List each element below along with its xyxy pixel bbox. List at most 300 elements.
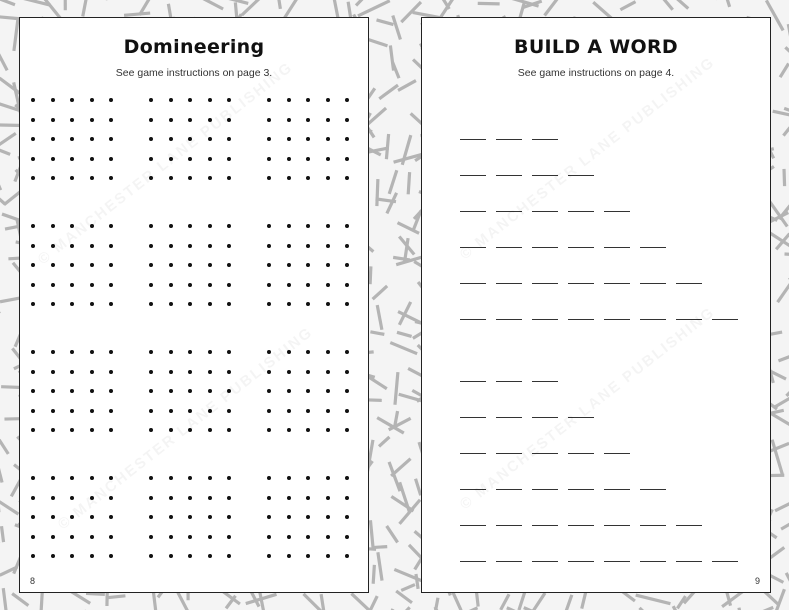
grid-dot bbox=[70, 98, 74, 102]
grid-dot bbox=[208, 370, 212, 374]
grid-dot bbox=[326, 283, 330, 287]
grid-dot bbox=[345, 98, 349, 102]
grid-dot bbox=[109, 496, 113, 500]
grid-dot bbox=[109, 535, 113, 539]
grid-dot bbox=[188, 263, 192, 267]
grid-dot bbox=[188, 389, 192, 393]
grid-dot bbox=[208, 118, 212, 122]
grid-dot bbox=[31, 302, 35, 306]
grid-dot bbox=[90, 409, 94, 413]
grid-dot bbox=[149, 370, 153, 374]
letter-blank bbox=[640, 489, 666, 490]
grid-dot bbox=[208, 283, 212, 287]
dot-grid bbox=[149, 476, 235, 562]
grid-dot bbox=[227, 428, 231, 432]
dot-grid bbox=[149, 224, 235, 310]
grid-dot bbox=[306, 428, 310, 432]
letter-blank bbox=[532, 211, 558, 212]
grid-dot bbox=[149, 409, 153, 413]
grid-dot bbox=[208, 476, 212, 480]
grid-dot bbox=[345, 137, 349, 141]
grid-dot bbox=[208, 554, 212, 558]
letter-blank bbox=[676, 283, 702, 284]
grid-dot bbox=[51, 224, 55, 228]
grid-dot bbox=[109, 157, 113, 161]
grid-dot bbox=[169, 535, 173, 539]
grid-dot bbox=[109, 98, 113, 102]
grid-dot bbox=[31, 157, 35, 161]
grid-dot bbox=[326, 535, 330, 539]
grid-dot bbox=[287, 244, 291, 248]
pattern-stroke bbox=[784, 169, 785, 186]
grid-dot bbox=[169, 137, 173, 141]
grid-dot bbox=[326, 389, 330, 393]
grid-dot bbox=[90, 554, 94, 558]
letter-blank bbox=[604, 211, 630, 212]
grid-dot bbox=[227, 157, 231, 161]
grid-dot bbox=[345, 224, 349, 228]
letter-blank bbox=[496, 139, 522, 140]
grid-dot bbox=[188, 98, 192, 102]
grid-dot bbox=[31, 176, 35, 180]
grid-dot bbox=[208, 428, 212, 432]
grid-dot bbox=[31, 389, 35, 393]
grid-dot bbox=[169, 118, 173, 122]
grid-dot bbox=[31, 535, 35, 539]
grid-dot bbox=[169, 176, 173, 180]
grid-dot bbox=[227, 370, 231, 374]
dot-grid bbox=[267, 350, 353, 436]
grid-dot bbox=[208, 389, 212, 393]
grid-dot bbox=[169, 370, 173, 374]
grid-dot bbox=[326, 118, 330, 122]
grid-dot bbox=[149, 535, 153, 539]
grid-dot bbox=[109, 389, 113, 393]
grid-dot bbox=[267, 263, 271, 267]
word-blank-line[interactable] bbox=[460, 368, 568, 382]
word-blank-line[interactable] bbox=[460, 306, 748, 320]
grid-dot bbox=[287, 224, 291, 228]
letter-blank bbox=[640, 525, 666, 526]
pattern-stroke bbox=[86, 593, 105, 594]
grid-dot bbox=[306, 535, 310, 539]
grid-dot bbox=[31, 515, 35, 519]
word-blank-line[interactable] bbox=[460, 476, 676, 490]
grid-dot bbox=[149, 476, 153, 480]
grid-dot bbox=[188, 244, 192, 248]
grid-dot bbox=[51, 428, 55, 432]
grid-dot bbox=[345, 496, 349, 500]
letter-blank bbox=[532, 175, 558, 176]
grid-dot bbox=[227, 302, 231, 306]
grid-dot bbox=[227, 244, 231, 248]
pattern-stroke bbox=[377, 179, 378, 206]
grid-dot bbox=[149, 554, 153, 558]
word-blank-line[interactable] bbox=[460, 162, 604, 176]
letter-blank bbox=[568, 417, 594, 418]
grid-dot bbox=[90, 157, 94, 161]
grid-dot bbox=[267, 496, 271, 500]
grid-dot bbox=[306, 98, 310, 102]
word-blank-line[interactable] bbox=[460, 440, 640, 454]
grid-dot bbox=[306, 176, 310, 180]
grid-dot bbox=[345, 283, 349, 287]
grid-dot bbox=[90, 496, 94, 500]
grid-dot bbox=[267, 409, 271, 413]
grid-dot bbox=[149, 176, 153, 180]
grid-dot bbox=[90, 118, 94, 122]
grid-dot bbox=[70, 302, 74, 306]
letter-blank bbox=[568, 283, 594, 284]
letter-blank bbox=[460, 381, 486, 382]
grid-dot bbox=[149, 428, 153, 432]
grid-dot bbox=[287, 554, 291, 558]
grid-dot bbox=[227, 389, 231, 393]
grid-dot bbox=[90, 302, 94, 306]
grid-dot bbox=[51, 476, 55, 480]
dot-grid bbox=[31, 224, 117, 310]
grid-dot bbox=[326, 224, 330, 228]
grid-dot bbox=[109, 515, 113, 519]
letter-blank bbox=[460, 319, 486, 320]
letter-blank bbox=[496, 175, 522, 176]
grid-dot bbox=[51, 496, 55, 500]
letter-blank bbox=[604, 561, 630, 562]
grid-dot bbox=[70, 389, 74, 393]
grid-dot bbox=[287, 389, 291, 393]
letter-blank bbox=[604, 283, 630, 284]
letter-blank bbox=[532, 525, 558, 526]
grid-dot bbox=[267, 350, 271, 354]
letter-blank bbox=[532, 417, 558, 418]
grid-dot bbox=[169, 496, 173, 500]
grid-dot bbox=[208, 137, 212, 141]
grid-dot bbox=[70, 350, 74, 354]
dot-grid bbox=[31, 350, 117, 436]
dot-grid bbox=[267, 98, 353, 184]
grid-dot bbox=[109, 244, 113, 248]
grid-dot bbox=[345, 263, 349, 267]
grid-dot bbox=[109, 118, 113, 122]
grid-dot bbox=[90, 176, 94, 180]
pattern-stroke bbox=[416, 574, 418, 589]
grid-dot bbox=[345, 176, 349, 180]
grid-dot bbox=[345, 302, 349, 306]
dot-grid bbox=[31, 98, 117, 184]
grid-dot bbox=[287, 476, 291, 480]
letter-blank bbox=[640, 561, 666, 562]
page-number: 8 bbox=[30, 576, 36, 586]
grid-dot bbox=[326, 244, 330, 248]
grid-dot bbox=[31, 496, 35, 500]
grid-dot bbox=[227, 476, 231, 480]
pattern-stroke bbox=[108, 596, 125, 598]
grid-dot bbox=[31, 428, 35, 432]
grid-dot bbox=[70, 244, 74, 248]
grid-dot bbox=[169, 350, 173, 354]
grid-dot bbox=[208, 409, 212, 413]
grid-dot bbox=[51, 118, 55, 122]
grid-dot bbox=[70, 496, 74, 500]
letter-blank bbox=[676, 561, 702, 562]
grid-dot bbox=[267, 98, 271, 102]
letter-blank bbox=[460, 211, 486, 212]
letter-blank bbox=[532, 561, 558, 562]
grid-dot bbox=[109, 137, 113, 141]
grid-dot bbox=[188, 302, 192, 306]
grid-dot bbox=[90, 370, 94, 374]
grid-dot bbox=[267, 515, 271, 519]
grid-dot bbox=[267, 157, 271, 161]
grid-dot bbox=[267, 137, 271, 141]
word-blank-line[interactable] bbox=[460, 198, 640, 212]
letter-blank bbox=[496, 525, 522, 526]
grid-dot bbox=[306, 302, 310, 306]
grid-dot bbox=[149, 302, 153, 306]
grid-dot bbox=[169, 263, 173, 267]
grid-dot bbox=[188, 428, 192, 432]
grid-dot bbox=[227, 554, 231, 558]
grid-dot bbox=[326, 370, 330, 374]
pattern-stroke bbox=[372, 547, 388, 548]
grid-dot bbox=[345, 476, 349, 480]
grid-dot bbox=[109, 476, 113, 480]
grid-dot bbox=[90, 389, 94, 393]
grid-dot bbox=[149, 244, 153, 248]
grid-dot bbox=[227, 409, 231, 413]
grid-dot bbox=[31, 476, 35, 480]
grid-dot bbox=[345, 554, 349, 558]
grid-dot bbox=[208, 157, 212, 161]
grid-dot bbox=[90, 283, 94, 287]
grid-dot bbox=[90, 535, 94, 539]
grid-dot bbox=[326, 496, 330, 500]
grid-dot bbox=[287, 535, 291, 539]
grid-dot bbox=[267, 428, 271, 432]
letter-blank bbox=[568, 453, 594, 454]
word-blank-line[interactable] bbox=[460, 512, 712, 526]
grid-dot bbox=[306, 370, 310, 374]
grid-dot bbox=[208, 224, 212, 228]
grid-dot bbox=[188, 157, 192, 161]
grid-dot bbox=[326, 409, 330, 413]
grid-dot bbox=[169, 409, 173, 413]
grid-dot bbox=[208, 244, 212, 248]
grid-dot bbox=[287, 496, 291, 500]
letter-blank bbox=[496, 211, 522, 212]
grid-dot bbox=[326, 176, 330, 180]
grid-dot bbox=[306, 263, 310, 267]
grid-dot bbox=[169, 157, 173, 161]
grid-dot bbox=[109, 554, 113, 558]
grid-dot bbox=[51, 263, 55, 267]
grid-dot bbox=[267, 535, 271, 539]
grid-dot bbox=[169, 389, 173, 393]
grid-dot bbox=[208, 535, 212, 539]
grid-dot bbox=[149, 283, 153, 287]
letter-blank bbox=[568, 525, 594, 526]
grid-dot bbox=[169, 98, 173, 102]
grid-dot bbox=[169, 224, 173, 228]
grid-dot bbox=[90, 476, 94, 480]
grid-dot bbox=[31, 118, 35, 122]
grid-dot bbox=[51, 137, 55, 141]
grid-dot bbox=[306, 157, 310, 161]
grid-dot bbox=[345, 118, 349, 122]
grid-dot bbox=[227, 98, 231, 102]
grid-dot bbox=[70, 370, 74, 374]
word-blank-line[interactable] bbox=[460, 548, 748, 562]
grid-dot bbox=[267, 118, 271, 122]
letter-blank bbox=[568, 561, 594, 562]
grid-dot bbox=[267, 283, 271, 287]
letter-blank bbox=[532, 319, 558, 320]
pattern-stroke bbox=[373, 565, 374, 584]
grid-dot bbox=[70, 263, 74, 267]
grid-dot bbox=[306, 137, 310, 141]
grid-dot bbox=[31, 244, 35, 248]
letter-blank bbox=[460, 489, 486, 490]
grid-dot bbox=[90, 224, 94, 228]
grid-dot bbox=[227, 283, 231, 287]
grid-dot bbox=[345, 515, 349, 519]
grid-dot bbox=[188, 137, 192, 141]
grid-dot bbox=[267, 476, 271, 480]
letter-blank bbox=[532, 381, 558, 382]
letter-blank bbox=[640, 319, 666, 320]
grid-dot bbox=[306, 409, 310, 413]
grid-dot bbox=[51, 283, 55, 287]
grid-dot bbox=[306, 389, 310, 393]
letter-blank bbox=[604, 247, 630, 248]
word-blank-line[interactable] bbox=[460, 270, 712, 284]
grid-dot bbox=[149, 224, 153, 228]
grid-dot bbox=[169, 554, 173, 558]
grid-dot bbox=[90, 244, 94, 248]
grid-dot bbox=[326, 263, 330, 267]
grid-dot bbox=[90, 350, 94, 354]
grid-dot bbox=[287, 176, 291, 180]
grid-dot bbox=[188, 283, 192, 287]
grid-dot bbox=[109, 409, 113, 413]
grid-dot bbox=[326, 554, 330, 558]
grid-dot bbox=[267, 176, 271, 180]
letter-blank bbox=[604, 489, 630, 490]
grid-dot bbox=[109, 370, 113, 374]
grid-dot bbox=[70, 137, 74, 141]
grid-dot bbox=[326, 302, 330, 306]
letter-blank bbox=[460, 283, 486, 284]
grid-dot bbox=[306, 515, 310, 519]
letter-blank bbox=[604, 319, 630, 320]
grid-dot bbox=[149, 350, 153, 354]
grid-dot bbox=[287, 428, 291, 432]
grid-dot bbox=[109, 263, 113, 267]
grid-dot bbox=[31, 554, 35, 558]
grid-dot bbox=[208, 176, 212, 180]
grid-dot bbox=[149, 137, 153, 141]
letter-blank bbox=[640, 283, 666, 284]
pattern-stroke bbox=[370, 266, 371, 284]
grid-dot bbox=[31, 263, 35, 267]
grid-dot bbox=[227, 515, 231, 519]
grid-dot bbox=[188, 224, 192, 228]
grid-dot bbox=[267, 370, 271, 374]
grid-dot bbox=[169, 428, 173, 432]
grid-dot bbox=[306, 554, 310, 558]
grid-dot bbox=[149, 515, 153, 519]
grid-dot bbox=[287, 137, 291, 141]
grid-dot bbox=[31, 98, 35, 102]
letter-blank bbox=[568, 247, 594, 248]
grid-dot bbox=[109, 350, 113, 354]
grid-dot bbox=[208, 302, 212, 306]
grid-dot bbox=[149, 263, 153, 267]
grid-dot bbox=[227, 496, 231, 500]
grid-dot bbox=[169, 244, 173, 248]
letter-blank bbox=[604, 525, 630, 526]
grid-dot bbox=[345, 428, 349, 432]
letter-blank bbox=[676, 525, 702, 526]
grid-dot bbox=[90, 515, 94, 519]
grid-dot bbox=[51, 157, 55, 161]
letter-blank bbox=[460, 417, 486, 418]
grid-dot bbox=[70, 118, 74, 122]
grid-dot bbox=[287, 263, 291, 267]
grid-dot bbox=[326, 476, 330, 480]
grid-dot bbox=[227, 263, 231, 267]
word-blank-line[interactable] bbox=[460, 126, 568, 140]
grid-dot bbox=[51, 535, 55, 539]
grid-dot bbox=[51, 389, 55, 393]
grid-dot bbox=[345, 389, 349, 393]
dot-grid bbox=[149, 350, 235, 436]
grid-dot bbox=[345, 350, 349, 354]
grid-dot bbox=[227, 535, 231, 539]
letter-blank bbox=[604, 453, 630, 454]
word-blank-line[interactable] bbox=[460, 404, 604, 418]
grid-dot bbox=[345, 244, 349, 248]
grid-dot bbox=[306, 224, 310, 228]
grid-dot bbox=[51, 176, 55, 180]
grid-dot bbox=[188, 409, 192, 413]
left-page bbox=[19, 17, 369, 593]
grid-dot bbox=[326, 428, 330, 432]
grid-dot bbox=[345, 409, 349, 413]
letter-blank bbox=[712, 561, 738, 562]
grid-dot bbox=[227, 137, 231, 141]
grid-dot bbox=[306, 244, 310, 248]
grid-dot bbox=[326, 157, 330, 161]
grid-dot bbox=[267, 302, 271, 306]
grid-dot bbox=[188, 176, 192, 180]
watermark bbox=[457, 54, 719, 264]
dot-grid bbox=[267, 224, 353, 310]
grid-dot bbox=[70, 428, 74, 432]
grid-dot bbox=[326, 350, 330, 354]
grid-dot bbox=[51, 554, 55, 558]
grid-dot bbox=[149, 496, 153, 500]
grid-dot bbox=[188, 515, 192, 519]
pattern-stroke bbox=[408, 172, 409, 194]
letter-blank bbox=[676, 319, 702, 320]
word-blank-line[interactable] bbox=[460, 234, 676, 248]
grid-dot bbox=[188, 370, 192, 374]
grid-dot bbox=[90, 428, 94, 432]
letter-blank bbox=[460, 453, 486, 454]
grid-dot bbox=[227, 176, 231, 180]
grid-dot bbox=[208, 515, 212, 519]
